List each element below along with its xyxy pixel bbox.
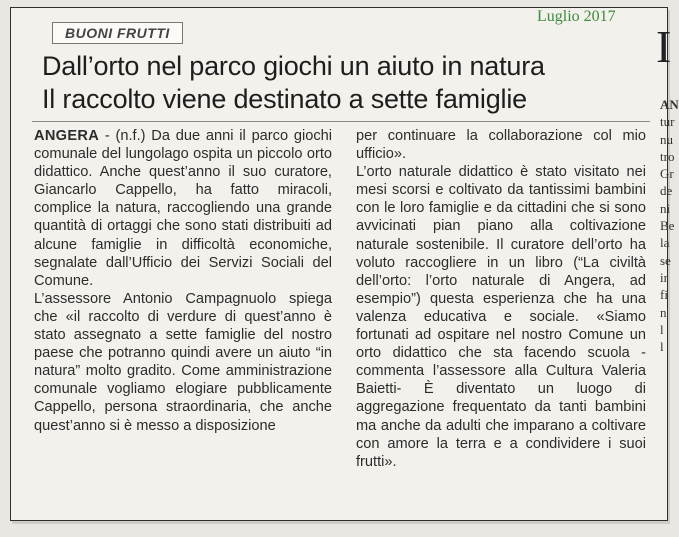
article-column-1 <box>34 127 332 435</box>
paragraph-4: L’orto naturale didattico è stato visitato nei mesi scorsi e coltivato da tantissimi bambini con le loro famiglie e da cittadini che si sono avvicinati pian piano alla coltivazione naturale sostenibile. Il curatore dell’orto ha voluto raccogliere in un libro (“La civiltà dell’orto: l’orto naturale di Angera, ad esempio”) questa esperienza che ha una valenza educativa e sociale. «Siamo fortunati ad ospitare nel nostro Comune un orto didattico che sta facendo scuola -commenta l’assessore alla Cultura Valeria Baietti- È diventato un luogo di aggregazione frequentato da tanti bambini ma anche da adulti che imparano a coltivare con amore la terra e a condividere i suoi frutti». <box>356 164 646 470</box>
article-column-2 <box>356 127 646 471</box>
headline <box>42 50 622 116</box>
adjacent-line: Gr <box>660 166 674 182</box>
adjacent-line: tur <box>660 114 675 130</box>
clipping-date: Luglio 2017 <box>537 8 616 25</box>
adjacent-article-letter: I <box>656 21 672 72</box>
headline-line-1: Dall’orto nel parco giochi un aiuto in natura <box>42 51 545 81</box>
section-tag: BUONI FRUTTI <box>52 22 183 44</box>
adjacent-line: n <box>660 304 667 320</box>
paragraph-2: L’assessore Antonio Campagnuolo spiega che «il raccolto di verdure di quest’anno è stato assegnato a sette famiglie del nostro paese che potranno quindi avere un aiuto “in natura” molto gradito. Come amministrazione comunale vogliamo elogiare pubblicamente Cappello, persona straordinaria, che anche quest’anno si è messo a disposizione <box>34 290 332 434</box>
dateline: ANGERA <box>34 128 100 144</box>
adjacent-line: AN <box>660 97 679 112</box>
adjacent-line: la <box>660 235 670 251</box>
adjacent-line: nu <box>660 131 673 147</box>
headline-divider <box>32 121 650 122</box>
adjacent-line: de <box>660 183 673 199</box>
paragraph-1 <box>34 127 332 290</box>
adjacent-line: Be <box>660 218 675 234</box>
adjacent-line: l <box>660 321 664 337</box>
adjacent-line: tro <box>660 148 675 164</box>
adjacent-line: se <box>660 252 671 268</box>
adjacent-line: ir <box>660 269 668 285</box>
adjacent-article-column <box>660 96 679 355</box>
headline-line-2: Il raccolto viene destinato a sette famiglie <box>42 84 527 114</box>
paragraph-1-text: - (n.f.) Da due anni il parco giochi comunale del lungolago ospita un piccolo orto didattico. Anche quest’anno il suo curatore, Giancarlo Cappello, ha fatto miracoli, complice la natura, raccogliendo una grande quantità di ortaggi che sono stati distribuiti ad alcune famiglie in difficoltà economiche, segnalate dall’Ufficio dei Servizi Sociali del Comune. <box>34 128 332 289</box>
adjacent-line: ni <box>660 200 671 216</box>
adjacent-line: l <box>660 339 664 355</box>
adjacent-line: fi <box>660 287 668 303</box>
paragraph-3: per continuare la collaborazione col mio ufficio». <box>356 128 646 163</box>
